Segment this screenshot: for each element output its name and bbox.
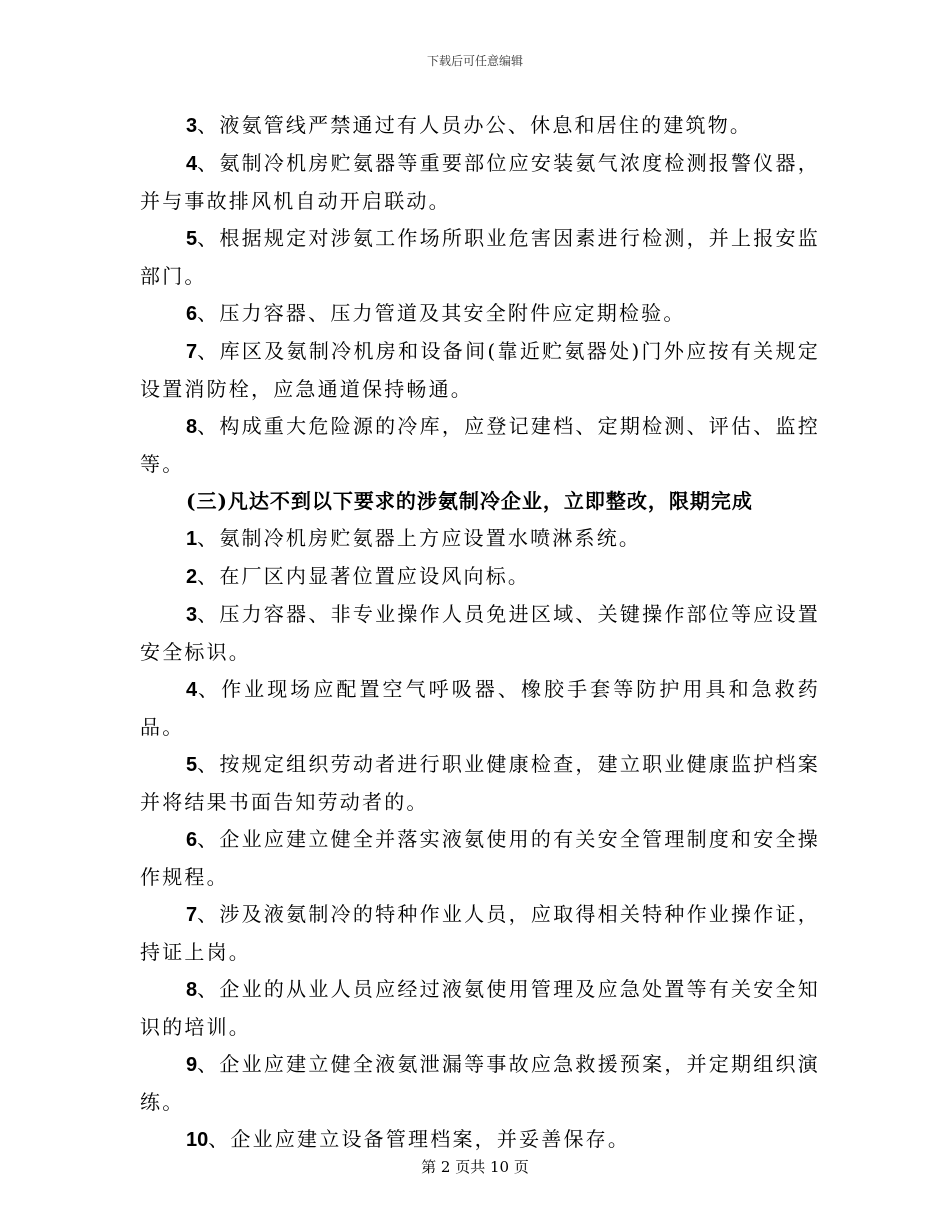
item-text: 、作业现场应配置空气呼吸器、橡胶手套等防护用具和急救药品。	[140, 677, 820, 739]
list-item	[140, 596, 820, 671]
list-item	[140, 295, 820, 333]
list-item	[140, 746, 820, 821]
list-item	[140, 145, 820, 220]
item-text: 、氨制冷机房贮氨器上方应设置水喷淋系统。	[197, 526, 642, 550]
list-item	[140, 1121, 820, 1159]
item-text: 、企业的从业人员应经过液氨使用管理及应急处置等有关安全知识的培训。	[140, 977, 820, 1039]
item-text: 、液氨管线严禁通过有人员办公、休息和居住的建筑物。	[197, 113, 753, 137]
item-number: 3	[186, 604, 198, 626]
item-text: 、按规定组织劳动者进行职业健康检查，建立职业健康监护档案并将结果书面告知劳动者的。	[140, 752, 820, 814]
page-header: 下载后可任意编辑	[426, 54, 523, 68]
item-text: 、压力容器、压力管道及其安全附件应定期检验。	[197, 301, 686, 325]
item-text: 、企业应建立设备管理档案，并妥善保存。	[208, 1127, 631, 1151]
list-item	[140, 333, 820, 408]
item-text: 、库区及氨制冷机房和设备间(靠近贮氨器处)门外应按有关规定设置消防栓，应急通道保持畅通。	[140, 339, 820, 401]
item-number: 10	[186, 1129, 209, 1151]
item-text: 、氨制冷机房贮氨器等重要部位应安装氨气浓度检测报警仪器，并与事故排风机自动开启联动。	[140, 151, 820, 213]
item-text: 、根据规定对涉氨工作场所职业危害因素进行检测，并上报安监部门。	[140, 226, 820, 288]
item-number: 1	[186, 528, 198, 550]
item-number: 7	[186, 341, 198, 363]
list-item	[140, 107, 820, 145]
item-number: 5	[186, 228, 198, 250]
item-number: 4	[186, 153, 198, 175]
item-number: 6	[186, 829, 198, 851]
list-item	[140, 1046, 820, 1121]
list-item	[140, 821, 820, 896]
list-item	[140, 671, 820, 746]
item-text: 、企业应建立健全液氨泄漏等事故应急救援预案，并定期组织演练。	[140, 1052, 820, 1114]
section-heading: (三)凡达不到以下要求的涉氨制冷企业，立即整改，限期完成	[186, 489, 753, 513]
item-number: 2	[186, 566, 198, 588]
item-number: 8	[186, 979, 198, 1001]
list-item	[140, 220, 820, 295]
list-item	[140, 896, 820, 971]
list-item	[140, 558, 820, 596]
item-number: 8	[186, 416, 198, 438]
item-number: 5	[186, 754, 198, 776]
item-number: 3	[186, 115, 198, 137]
item-text: 、压力容器、非专业操作人员免进区域、关键操作部位等应设置安全标识。	[140, 602, 820, 664]
item-number: 4	[186, 679, 198, 701]
item-text: 、企业应建立健全并落实液氨使用的有关安全管理制度和安全操作规程。	[140, 827, 820, 889]
item-text: 、在厂区内显著位置应设风向标。	[197, 564, 531, 588]
item-number: 7	[186, 904, 198, 926]
item-text: 、涉及液氨制冷的特种作业人员，应取得相关特种作业操作证，持证上岗。	[140, 902, 820, 964]
item-text: 、构成重大危险源的冷库，应登记建档、定期检测、评估、监控等。	[140, 414, 820, 476]
list-item	[140, 971, 820, 1046]
document-body	[140, 107, 820, 1159]
list-item	[140, 408, 820, 483]
item-number: 6	[186, 303, 198, 325]
list-item	[140, 520, 820, 558]
item-number: 9	[186, 1054, 198, 1076]
page-footer: 第 2 页共 10 页	[421, 1158, 529, 1176]
